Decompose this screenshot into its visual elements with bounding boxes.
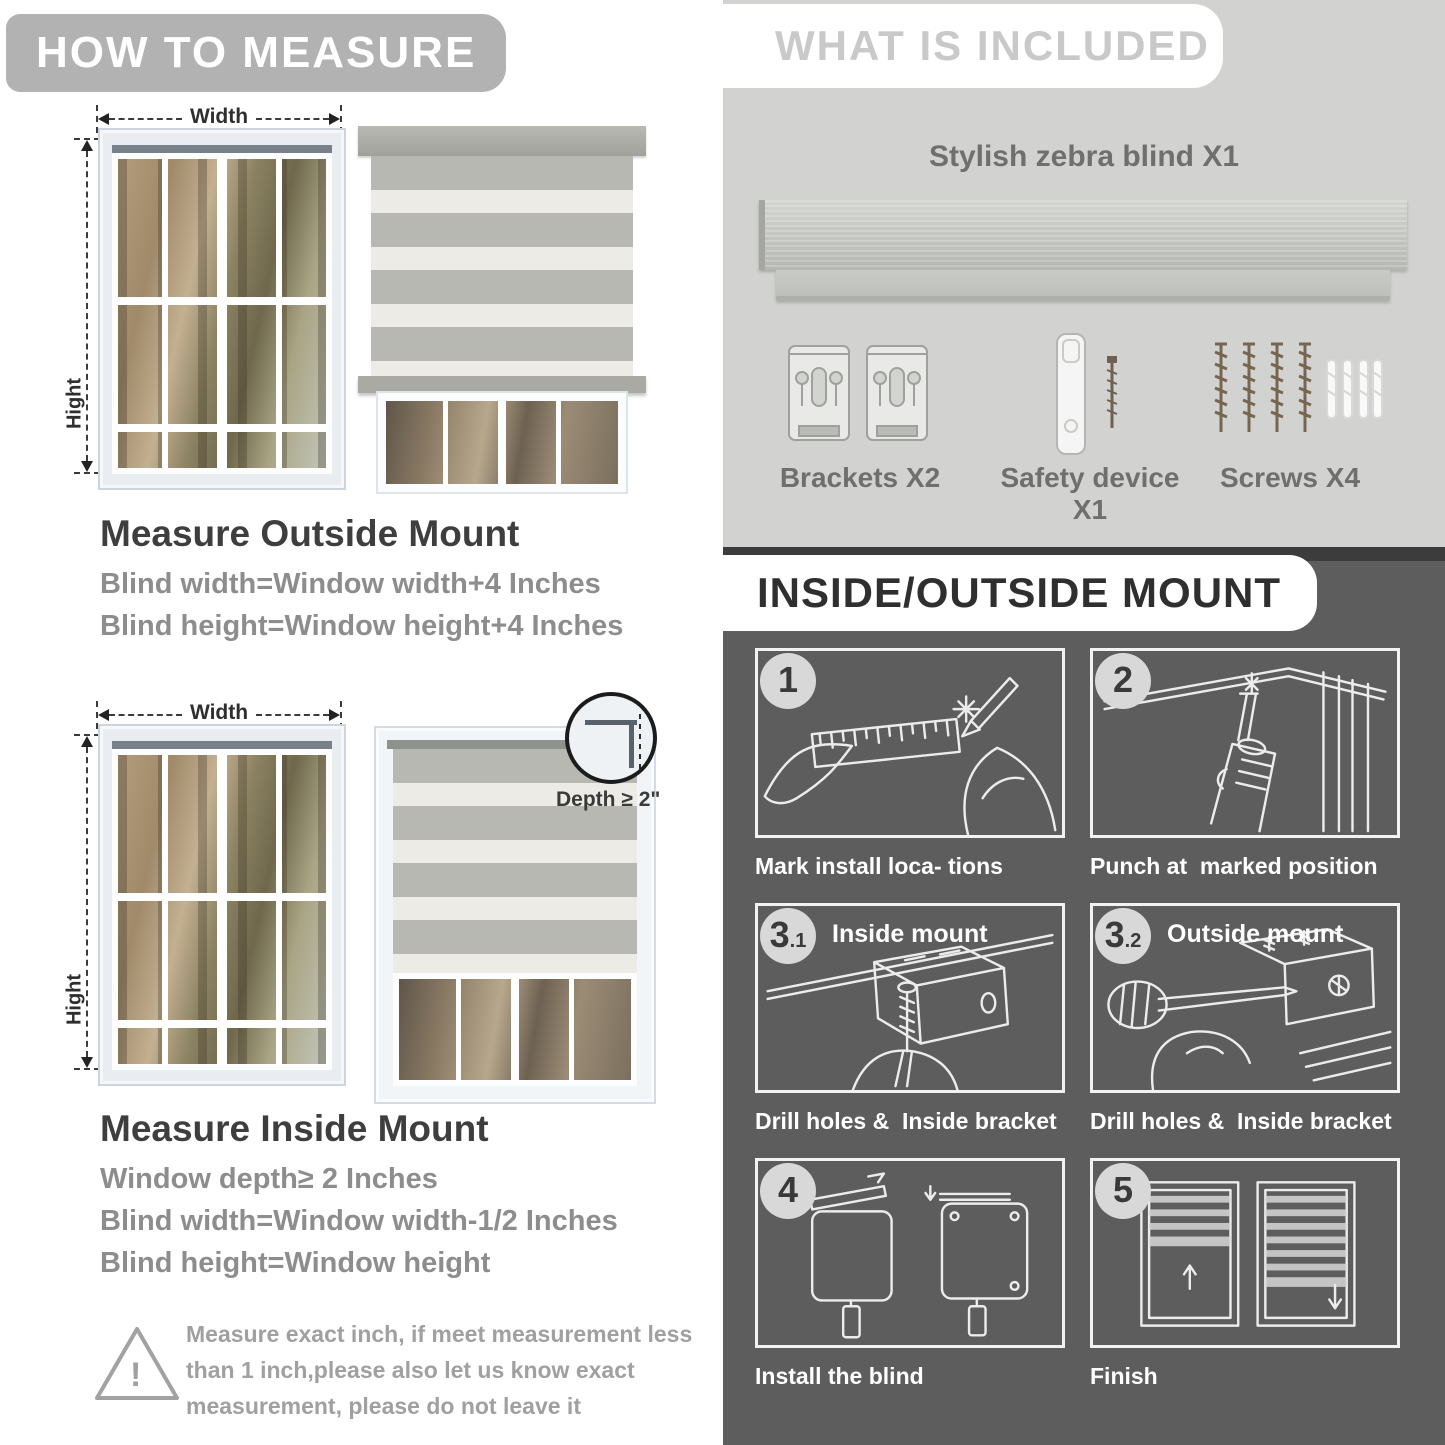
warning-triangle-icon <box>92 1322 182 1406</box>
dashed-line <box>109 118 182 120</box>
blind-zebra-stripes <box>371 156 633 376</box>
how-to-measure-header: HOW TO MEASURE <box>6 14 506 92</box>
step-panel-3-1 <box>755 903 1065 1093</box>
window-illustration-outside <box>98 128 346 490</box>
width-label: Width <box>189 701 249 724</box>
blind-bottom-rail <box>358 376 646 393</box>
safety-device-label: Safety device X1 <box>1000 462 1180 525</box>
warning-line-2: than 1 inch,please also let us know exact <box>186 1357 635 1383</box>
arrow-left-icon <box>98 113 109 125</box>
step-caption-5: Finish <box>1090 1363 1158 1389</box>
arrow-up-icon <box>81 736 93 747</box>
safety-device-icon <box>1045 330 1140 460</box>
step-panel-4 <box>755 1158 1065 1348</box>
what-is-included-header: WHAT IS INCLUDED <box>723 4 1223 88</box>
brackets-icon <box>785 338 935 456</box>
inside-mount-tag: Inside mount <box>832 920 988 948</box>
arrow-right-icon <box>329 709 340 721</box>
step-caption-2: Punch at marked position <box>1090 853 1378 879</box>
step-caption-3-2: Drill holes & Inside bracket <box>1090 1108 1392 1134</box>
step-badge: 3 .2 <box>1095 908 1151 964</box>
step-panel-2 <box>1090 648 1400 838</box>
width-label: Width <box>189 105 249 128</box>
inside-mount-line-1: Window depth≥ 2 Inches <box>100 1163 438 1195</box>
inside-mount-title: Measure Inside Mount <box>100 1108 489 1149</box>
step-caption-1: Mark install loca- tions <box>755 853 1003 879</box>
dashed-line <box>256 118 329 120</box>
depth-note: Depth ≥ 2" <box>556 788 661 811</box>
blind-headrail-image <box>759 200 1407 270</box>
screws-label: Screws X4 <box>1219 462 1361 493</box>
dashed-line <box>256 714 329 716</box>
outside-mount-tag: Outside mount <box>1167 920 1344 948</box>
height-label: Hight <box>63 973 86 1026</box>
step-badge: 5 <box>1095 1163 1151 1219</box>
inside-mount-line-2: Blind width=Window width-1/2 Inches <box>100 1205 618 1237</box>
outside-mount-line-1: Blind width=Window width+4 Inches <box>100 568 601 600</box>
blind-cassette <box>358 126 646 156</box>
arrow-left-icon <box>98 709 109 721</box>
step-panel-1 <box>755 648 1065 838</box>
outside-mount-line-2: Blind height=Window height+4 Inches <box>100 610 624 642</box>
warning-line-1: Measure exact inch, if meet measurement less <box>186 1321 693 1347</box>
dashed-line <box>109 714 182 716</box>
step-badge: 1 <box>760 653 816 709</box>
what-is-included-panel <box>723 0 1445 547</box>
outside-mount-title: Measure Outside Mount <box>100 513 520 554</box>
window-glass <box>112 153 332 474</box>
dimension-tick <box>74 1068 100 1070</box>
blind-item-label: Stylish zebra blind X1 <box>928 140 1240 173</box>
brackets-label: Brackets X2 <box>779 462 941 493</box>
depth-detail-magnifier <box>565 692 657 784</box>
mount-instructions-panel <box>723 561 1445 1445</box>
window-top-strip <box>112 741 332 749</box>
step-badge: 4 <box>760 1163 816 1219</box>
step-panel-5 <box>1090 1158 1400 1348</box>
window-below-blind <box>378 393 626 492</box>
window-below-blind <box>393 973 637 1086</box>
step-badge: 3 .1 <box>760 908 816 964</box>
window-illustration-inside <box>98 724 346 1086</box>
screws-anchors-icon <box>1203 332 1383 450</box>
step-caption-4: Install the blind <box>755 1363 924 1389</box>
step-caption-3-1: Drill holes & Inside bracket <box>755 1108 1057 1134</box>
blind-headrail-lower-bar <box>776 270 1390 300</box>
dimension-tick <box>74 472 100 474</box>
arrow-down-icon <box>81 1057 93 1068</box>
arrow-down-icon <box>81 461 93 472</box>
window-top-strip <box>112 145 332 153</box>
window-glass <box>112 749 332 1070</box>
zebra-blind-outside-illustration <box>358 126 646 492</box>
arrow-up-icon <box>81 140 93 151</box>
warning-line-3: measurement, please do not leave it <box>186 1393 581 1419</box>
exclamation-mark: ! <box>130 1356 142 1394</box>
step-badge: 2 <box>1095 653 1151 709</box>
step-panel-3-2 <box>1090 903 1400 1093</box>
inside-mount-line-3: Blind height=Window height <box>100 1247 491 1279</box>
height-label: Hight <box>63 377 86 430</box>
arrow-right-icon <box>329 113 340 125</box>
mount-header: INSIDE/OUTSIDE MOUNT <box>723 555 1317 631</box>
